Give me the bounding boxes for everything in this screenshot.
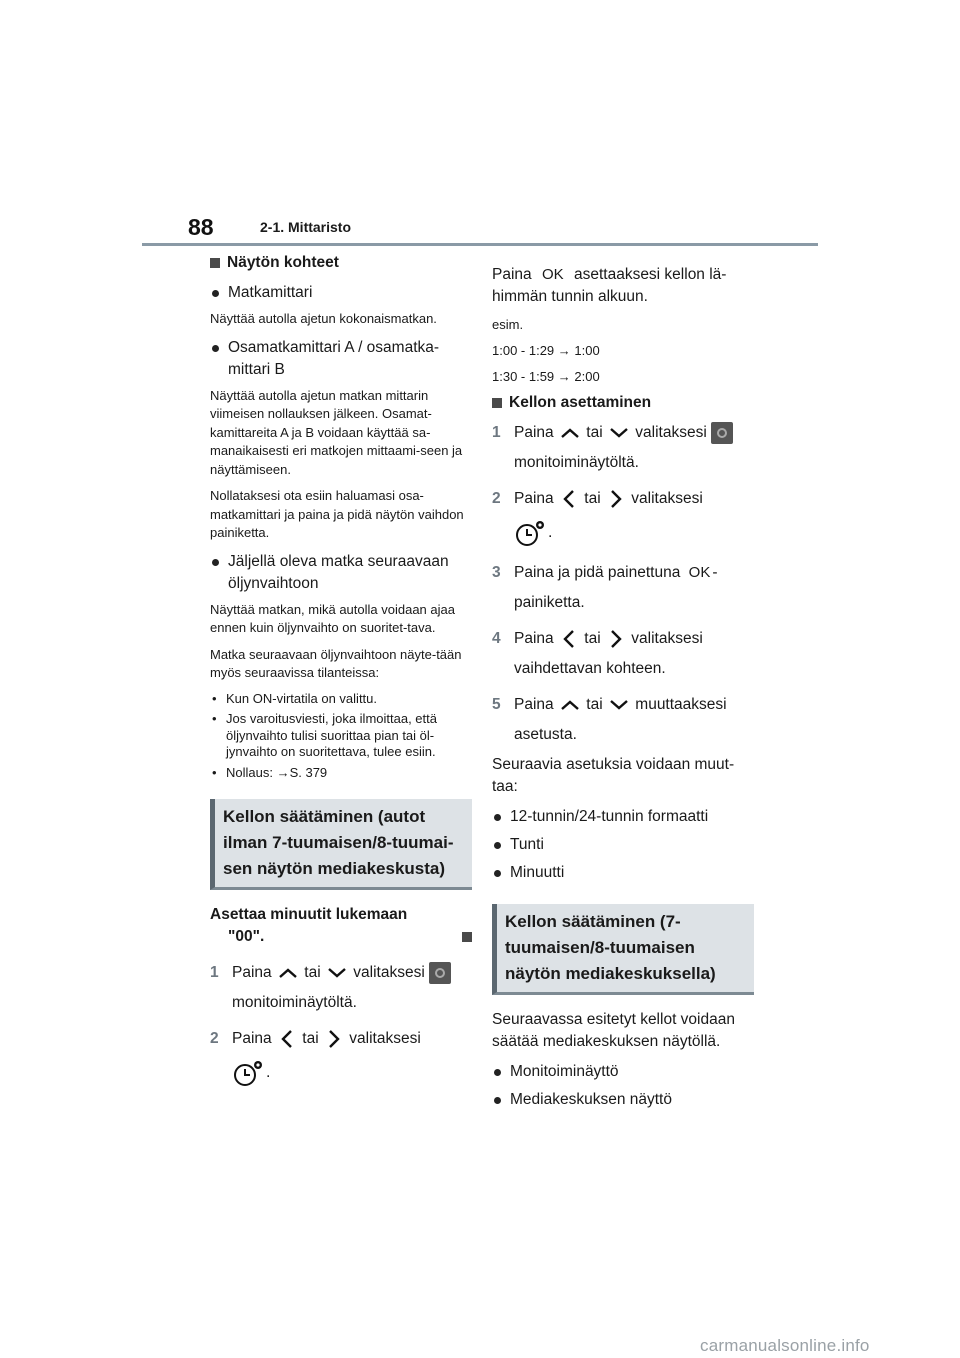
- description: Matka seuraavaan öljynvaihtoon näyte-tään myös seuraavissa tilanteissa:: [210, 646, 462, 680]
- chevron-up-icon: [276, 966, 300, 980]
- step-continuation: asetusta.: [514, 726, 577, 744]
- end-square-icon: [462, 932, 472, 942]
- square-bullet-icon: [492, 398, 502, 408]
- step-continuation: .: [210, 1058, 472, 1088]
- step-2: 2 Paina tai valitaksesi: [210, 1028, 472, 1050]
- bullet-item: Osamatkamittari A / osamatka- mittari B: [210, 337, 472, 381]
- gear-icon: [429, 962, 451, 984]
- bullet-icon: [494, 814, 501, 821]
- bullet-item: Jäljellä oleva matka seuraavaan öljynvaihtoon: [210, 551, 472, 595]
- ok-button-icon: OK: [541, 266, 564, 283]
- chevron-left-icon: [558, 488, 580, 510]
- bullet-icon: [212, 290, 219, 297]
- clock-settings-icon: [232, 1058, 266, 1088]
- ok-button-icon: OK: [688, 564, 711, 582]
- section-heading: Kellon asettaminen: [492, 394, 754, 412]
- bullet-icon: [212, 345, 219, 352]
- chevron-down-icon: [325, 966, 349, 980]
- paragraph: Seuraavassa esitetyt kellot voidaan säätää mediakeskuksen näytöllä.: [492, 1011, 735, 1051]
- header-rule: [142, 243, 818, 246]
- description: Näyttää autolla ajetun matkan mittarin viimeisen nollauksen jälkeen. Osamat-kamittareita A ja B voidaan käyttää sa-manaikaisesti eri matkojen mittaami-seen ja näyttämiseen.: [210, 387, 463, 477]
- chevron-right-icon: [605, 488, 627, 510]
- example-label: esim.: [492, 317, 524, 332]
- step-4: 4 Paina tai valitaksesi: [492, 628, 754, 650]
- chevron-left-icon: [276, 1028, 298, 1050]
- square-bullet-icon: [210, 258, 220, 268]
- bullet-item: Tunti: [492, 834, 754, 856]
- bullet-icon: [212, 559, 219, 566]
- gear-icon: [711, 422, 733, 444]
- sub-bullet: • Jos varoitusviesti, joka ilmoittaa, että öljynvaihto tulisi suorittaa pian tai öl-jynvaihto on suoritettava, tulee esiin.: [212, 711, 437, 759]
- description: Näyttää autolla ajetun kokonaismatkan.: [210, 311, 437, 326]
- description: Nollataksesi ota esiin haluamasi osa-matkamittari ja paina ja pidä näytön vaihdon painiketta.: [210, 488, 464, 540]
- watermark: carmanualsonline.info: [700, 1336, 870, 1355]
- bullet-item: Minuutti: [492, 862, 754, 884]
- bullet-icon: [494, 842, 501, 849]
- chevron-down-icon: [607, 698, 631, 712]
- bullet-icon: [494, 1097, 501, 1104]
- step-continuation: monitoiminäytöltä.: [514, 454, 639, 472]
- section-box-heading: Kellon säätäminen (autot ilman 7-tuumaisen/8-tuumai-sen näytön mediakeskusta): [210, 799, 472, 890]
- example-line: 1:30 - 1:59 → 2:00: [492, 369, 600, 384]
- bullet-item: 12-tunnin/24-tunnin formaatti: [492, 806, 754, 828]
- bullet-icon: [494, 870, 501, 877]
- paragraph: Seuraavia asetuksia voidaan muut-taa:: [492, 756, 735, 796]
- chevron-right-icon: [605, 628, 627, 650]
- section-box-heading: Kellon säätäminen (7-tuumaisen/8-tuumaisen näytön mediakeskuksella): [492, 904, 754, 995]
- step-continuation: .: [492, 518, 754, 548]
- left-column: [210, 254, 472, 1088]
- chevron-up-icon: [558, 698, 582, 712]
- step-continuation: painiketta.: [514, 594, 585, 612]
- section-heading: Näytön kohteet: [210, 254, 472, 272]
- step-continuation: monitoiminäytöltä.: [232, 994, 357, 1012]
- chevron-down-icon: [607, 426, 631, 440]
- sub-bullet: • Kun ON-virtatila on valittu.: [212, 690, 378, 706]
- right-column: [492, 264, 754, 1117]
- clock-settings-icon: [514, 518, 548, 548]
- step-1: 1 Paina tai valitaksesi: [210, 962, 472, 984]
- chevron-right-icon: [323, 1028, 345, 1050]
- sub-bullet: • Nollaus: →S. 379: [212, 764, 328, 780]
- bullet-item: Matkamittari: [210, 282, 472, 304]
- step-2: 2 Paina tai valitaksesi: [492, 488, 754, 510]
- step-3: 3 Paina ja pidä painettuna OK -: [492, 564, 718, 582]
- step-continuation: vaihdettavan kohteen.: [514, 660, 666, 678]
- paragraph: Paina OK asettaaksesi kellon lä- himmän tunnin alkuun.: [492, 266, 727, 305]
- chapter-title: 2-1. Mittaristo: [260, 219, 352, 235]
- bold-paragraph: Asettaa minuutit lukemaan "00".: [210, 904, 472, 948]
- bullet-icon: [494, 1069, 501, 1076]
- bullet-item: Monitoiminäyttö: [492, 1061, 754, 1083]
- description: Näyttää matkan, mikä autolla voidaan ajaa ennen kuin öljynvaihto on suoritet-tava.: [210, 601, 455, 635]
- chevron-left-icon: [558, 628, 580, 650]
- page-number: 88: [188, 214, 214, 240]
- bullet-item: Mediakeskuksen näyttö: [492, 1089, 754, 1111]
- example-line: 1:00 - 1:29 → 1:00: [492, 343, 600, 358]
- step-1: 1 Paina tai valitaksesi: [492, 422, 754, 444]
- chevron-up-icon: [558, 426, 582, 440]
- step-5: 5 Paina tai muuttaaksesi: [492, 696, 727, 714]
